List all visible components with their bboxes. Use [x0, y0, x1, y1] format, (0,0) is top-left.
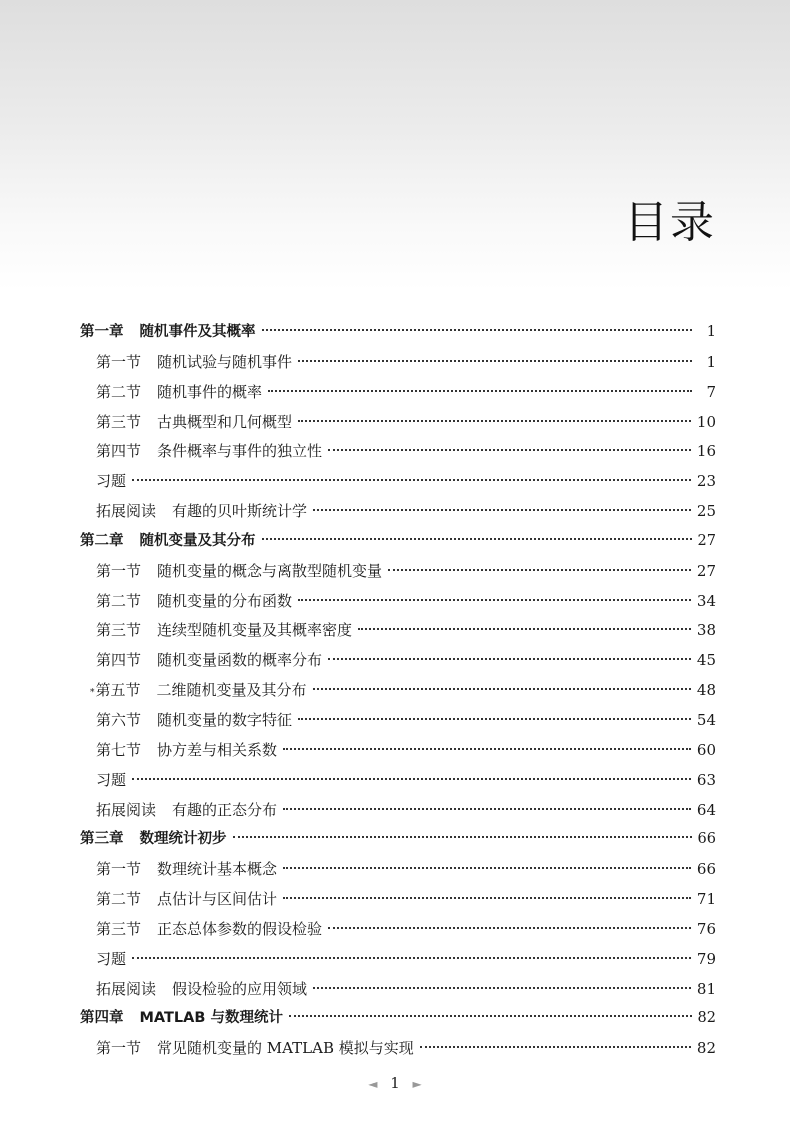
toc-entry-title: 习题: [96, 770, 127, 789]
toc-page-number: 45: [696, 651, 716, 670]
toc-section-row[interactable]: [80, 676, 716, 706]
dot-leader: [358, 628, 691, 630]
dot-leader: [313, 987, 691, 989]
toc-page-number: 27: [696, 561, 716, 580]
toc-entry-title: 假设检验的应用领域: [172, 979, 308, 998]
toc-section-row[interactable]: [80, 766, 716, 796]
toc-page-number: 1: [706, 352, 716, 371]
toc-page-number: 38: [696, 621, 716, 640]
dot-leader: [328, 449, 691, 451]
toc-entry-title: 习题: [96, 949, 127, 968]
toc-section-row[interactable]: [80, 408, 716, 438]
toc-section-row[interactable]: [80, 915, 716, 945]
toc-entry-title: 习题: [96, 472, 127, 491]
toc-entry-title: 随机变量的概念与离散型随机变量: [157, 561, 383, 580]
toc-entry-title: 古典概型和几何概型: [157, 412, 293, 431]
toc-entry-number: 第七节: [96, 740, 142, 759]
toc-entry-title: 随机变量的分布函数: [157, 591, 293, 610]
optional-star-mark: *: [90, 688, 95, 699]
toc-entry-number: 第一节: [96, 352, 142, 371]
toc-entry-number: 第三节: [96, 919, 142, 938]
dot-leader: [298, 420, 691, 422]
dot-leader: [313, 509, 691, 511]
toc-entry-number: 第一节: [96, 561, 142, 580]
toc-entry-title: 随机变量及其分布: [139, 532, 256, 549]
dot-leader: [262, 538, 692, 540]
toc-page-number: 10: [696, 412, 716, 431]
toc-entry-number: 拓展阅读: [96, 979, 157, 998]
toc-entry-number: 第四节: [96, 442, 142, 461]
toc-page-number: 60: [696, 740, 716, 759]
toc-entry-number: 第二节: [96, 890, 142, 909]
toc-page-number: 71: [696, 890, 716, 909]
toc-entry-number: 第四章: [80, 1010, 124, 1027]
toc-page-number: 23: [696, 472, 716, 491]
toc-page-number: 54: [696, 710, 716, 729]
dot-leader: [262, 329, 693, 331]
toc-page-number: 1: [706, 324, 716, 340]
toc-entry-title: 有趣的贝叶斯统计学: [172, 502, 308, 521]
toc-page-number: 82: [696, 1039, 716, 1058]
page-footer: [0, 1074, 790, 1092]
dot-leader: [313, 688, 691, 690]
toc-page-number: 7: [706, 382, 716, 401]
dot-leader: [328, 658, 691, 660]
toc-page-number: 81: [696, 979, 716, 998]
table-of-contents: [80, 318, 716, 1064]
toc-entry-number: 第一章: [80, 324, 124, 340]
toc-section-row[interactable]: [80, 706, 716, 736]
toc-chapter-row[interactable]: [80, 527, 716, 557]
toc-entry-title: 数理统计基本概念: [157, 860, 278, 879]
dot-leader: [283, 867, 691, 869]
toc-entry-title: MATLAB 与数理统计: [139, 1010, 283, 1027]
dot-leader: [388, 569, 691, 571]
toc-entry-title: 有趣的正态分布: [172, 800, 278, 819]
toc-section-row[interactable]: [80, 855, 716, 885]
toc-page-number: 79: [696, 949, 716, 968]
toc-page-number: 66: [696, 860, 716, 879]
toc-entry-title: 条件概率与事件的独立性: [157, 442, 323, 461]
toc-section-row[interactable]: [80, 587, 716, 617]
dot-leader: [420, 1046, 691, 1048]
toc-section-row[interactable]: [80, 975, 716, 1005]
toc-section-row[interactable]: [80, 945, 716, 975]
toc-entry-number: 第二章: [80, 532, 124, 549]
toc-entry-number: 拓展阅读: [96, 800, 157, 819]
toc-entry-title: 随机事件的概率: [157, 382, 263, 401]
page-title: 目录: [624, 197, 716, 248]
toc-page-number: 64: [696, 800, 716, 819]
dot-leader: [268, 390, 692, 392]
toc-entry-title: 随机变量函数的概率分布: [157, 651, 323, 670]
toc-page-number: 63: [696, 770, 716, 789]
toc-entry-title: 常见随机变量的 MATLAB 模拟与实现: [157, 1039, 414, 1058]
toc-page-number: 48: [696, 681, 716, 700]
toc-entry-title: 正态总体参数的假设检验: [157, 919, 323, 938]
toc-section-row[interactable]: [80, 467, 716, 497]
dot-leader: [289, 1015, 692, 1017]
toc-section-row[interactable]: [80, 557, 716, 587]
dot-leader: [283, 748, 691, 750]
dot-leader: [132, 479, 691, 481]
toc-entry-title: 数理统计初步: [139, 831, 227, 848]
toc-chapter-row[interactable]: [80, 318, 716, 348]
toc-section-row[interactable]: [80, 646, 716, 676]
toc-page-number: 82: [697, 1010, 716, 1027]
toc-page-number: 76: [696, 919, 716, 938]
toc-entry-number: 第二节: [96, 591, 142, 610]
toc-entry-number: 第一节: [96, 1039, 142, 1058]
dot-leader: [132, 957, 691, 959]
toc-entry-number: 第四节: [96, 651, 142, 670]
toc-section-row[interactable]: [80, 348, 716, 378]
toc-entry-number: 第三节: [96, 412, 142, 431]
toc-entry-number: 第六节: [96, 710, 142, 729]
toc-chapter-row[interactable]: [80, 825, 716, 855]
toc-entry-number: 第五节: [95, 681, 141, 700]
toc-page-number: 25: [696, 502, 716, 521]
dot-leader: [283, 808, 691, 810]
toc-section-row[interactable]: [80, 437, 716, 467]
dot-leader: [132, 778, 691, 780]
toc-entry-title: 随机试验与随机事件: [157, 352, 293, 371]
toc-section-row[interactable]: [80, 885, 716, 915]
toc-entry-title: 协方差与相关系数: [157, 740, 278, 759]
dot-leader: [298, 718, 691, 720]
toc-section-row[interactable]: [80, 1034, 716, 1064]
page-number: 1: [390, 1074, 400, 1092]
toc-entry-number: 拓展阅读: [96, 502, 157, 521]
toc-entry-title: 点估计与区间估计: [157, 890, 278, 909]
toc-section-row[interactable]: [80, 497, 716, 527]
toc-section-row[interactable]: [80, 796, 716, 826]
toc-page-number: 66: [697, 831, 716, 848]
dot-leader: [283, 897, 691, 899]
dot-leader: [233, 836, 692, 838]
toc-entry-number: 第三章: [80, 831, 124, 848]
dot-leader: [298, 599, 691, 601]
prev-arrow-icon: ◄: [368, 1077, 378, 1091]
toc-entry-title: 二维随机变量及其分布: [156, 681, 307, 700]
toc-entry-number: 第三节: [96, 621, 142, 640]
toc-section-row[interactable]: [80, 736, 716, 766]
toc-section-row[interactable]: [80, 616, 716, 646]
toc-entry-title: 随机变量的数字特征: [157, 710, 293, 729]
toc-section-row[interactable]: [80, 378, 716, 408]
toc-page-number: 16: [696, 442, 716, 461]
toc-entry-title: 随机事件及其概率: [139, 324, 256, 340]
toc-entry-number: 第一节: [96, 860, 142, 879]
dot-leader: [328, 927, 691, 929]
toc-page-number: 34: [696, 591, 716, 610]
toc-entry-title: 连续型随机变量及其概率密度: [157, 621, 353, 640]
toc-chapter-row[interactable]: [80, 1004, 716, 1034]
next-arrow-icon: ►: [412, 1077, 422, 1091]
toc-page-number: 27: [697, 532, 716, 549]
dot-leader: [298, 360, 692, 362]
toc-entry-number: 第二节: [96, 382, 142, 401]
